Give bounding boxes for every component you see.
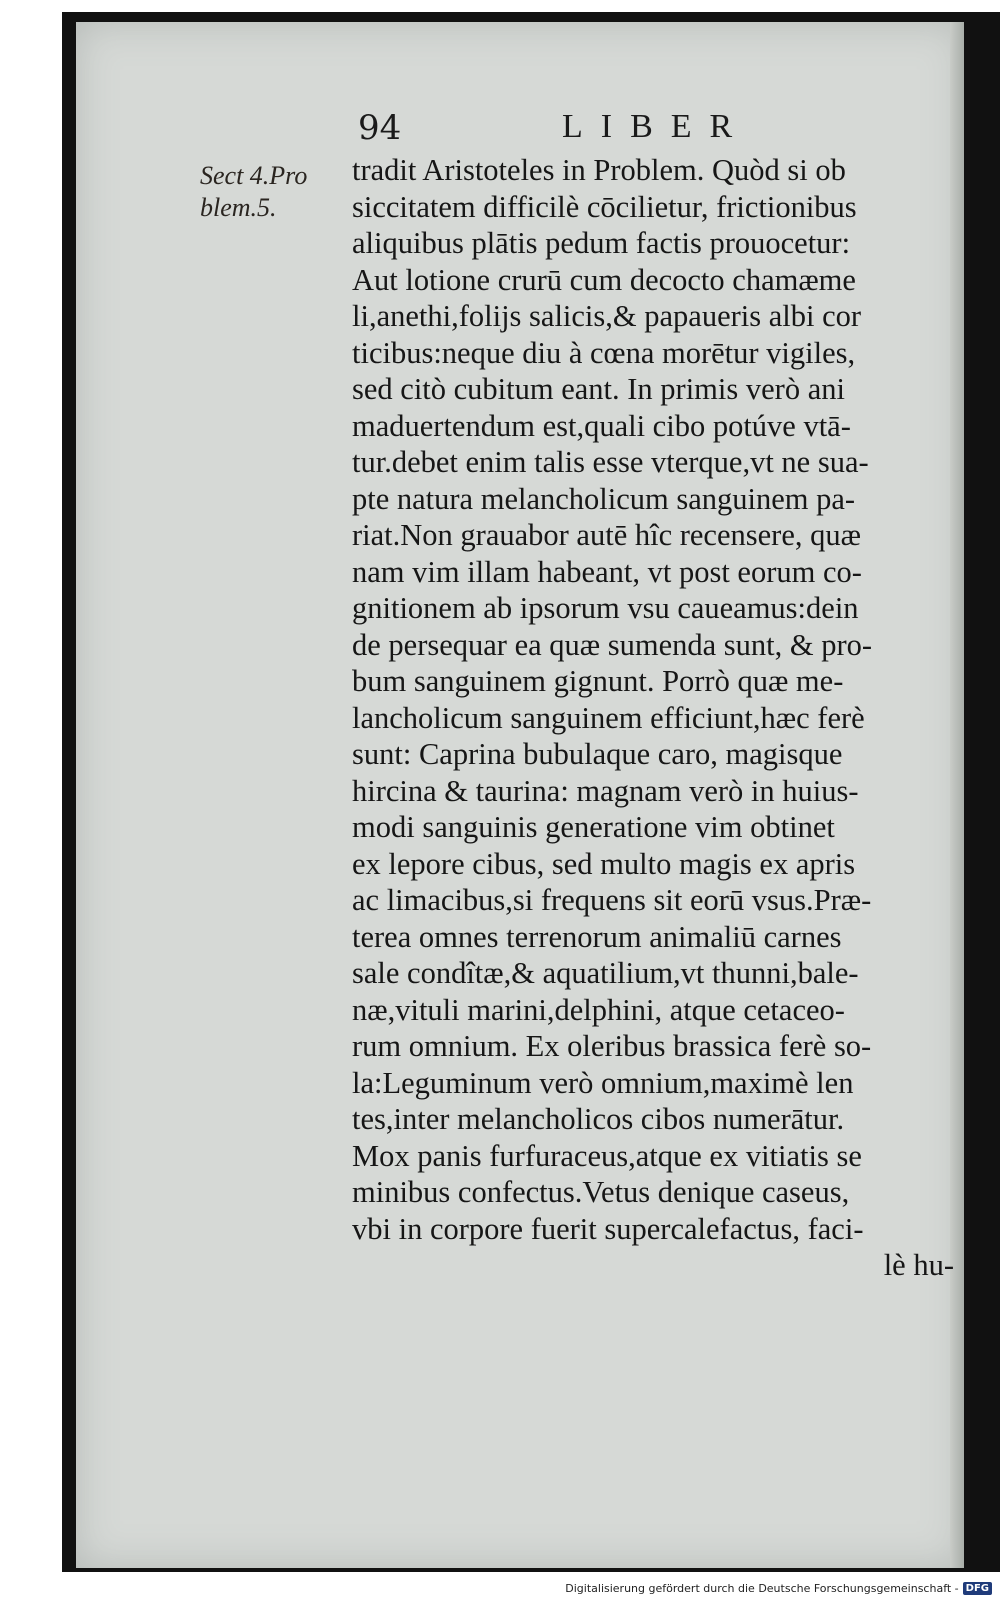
footer-credit: Digitalisierung gefördert durch die Deutsche Forschungsgemeinschaft - (565, 1582, 959, 1595)
text-line: minibus confectus.Vetus denique caseus, (352, 1175, 850, 1209)
text-line: sale condîtæ,& aquatilium,vt thunni,bale- (352, 956, 859, 990)
page-header (358, 108, 958, 152)
text-line: gnitionem ab ipsorum vsu caueamus:dein (352, 591, 859, 625)
text-line: siccitatem difficilè cōcilietur, frictionibus (352, 189, 857, 224)
text-line: sed citò cubitum eant. In primis verò ani (352, 372, 845, 406)
text-line: tur.debet enim talis esse vterque,vt ne sua- (352, 445, 869, 479)
marginal-note-line: Sect 4.Pro (200, 161, 308, 190)
text-line: nam vim illam habeant, vt post eorum co- (352, 554, 862, 589)
text-line: rum omnium. Ex oleribus brassica ferè so- (352, 1029, 872, 1063)
text-line: maduertendum est,quali cibo potúve vtā- (352, 408, 851, 443)
page-number: 94 (358, 108, 402, 148)
text-line: ticibus:neque diu à cœna morētur vigiles, (352, 335, 856, 370)
text-line: ex lepore cibus, sed multo magis ex apris (352, 846, 856, 881)
text-line: lancholicum sanguinem efficiunt,hæc ferè (352, 700, 865, 735)
text-line: tradit Aristoteles in Problem. Quòd si ob (352, 153, 846, 187)
text-line: Aut lotione crurū cum decocto chamæme (352, 262, 856, 297)
catchword: lè hu- (883, 1248, 954, 1282)
text-line: sunt: Caprina bubulaque caro, magisque (352, 737, 843, 771)
text-line: aliquibus plātis pedum factis prouocetur: (352, 226, 851, 260)
text-line: li,anethi,folijs salicis,& papaueris albi cor (352, 299, 862, 333)
text-line: riat.Non grauabor autē hîc recensere, quæ (352, 518, 861, 552)
text-line: modi sanguinis generatione vim obtinet (352, 810, 835, 844)
text-line: næ,vituli marini,delphini, atque cetaceo- (352, 992, 845, 1027)
text-line: de persequar ea quæ sumenda sunt, & pro- (352, 627, 873, 662)
dfg-logo-icon: DFG (963, 1582, 992, 1595)
text-line: vbi in corpore fuerit supercalefactus, faci- (352, 1211, 864, 1246)
marginal-note (200, 160, 340, 224)
running-head: LIBER (562, 108, 751, 145)
text-line: pte natura melancholicum sanguinem pa- (352, 481, 856, 516)
text-line: la:Leguminum verò omnium,maximè len (352, 1065, 854, 1100)
text-line: ac limacibus,si frequens sit eorū vsus.Præ- (352, 883, 872, 917)
body-text (352, 152, 954, 1284)
text-line: Mox panis furfuraceus,atque ex vitiatis se (352, 1138, 862, 1173)
text-line: bum sanguinem gignunt. Porrò quæ me- (352, 664, 844, 698)
text-line: terea omnes terrenorum animaliū carnes (352, 919, 842, 954)
digitization-footer (565, 1582, 992, 1595)
text-line: tes,inter melancholicos cibos numerātur. (352, 1102, 845, 1136)
marginal-note-line: blem.5. (200, 193, 277, 222)
text-line: hircina & taurina: magnam verò in huius- (352, 773, 859, 808)
